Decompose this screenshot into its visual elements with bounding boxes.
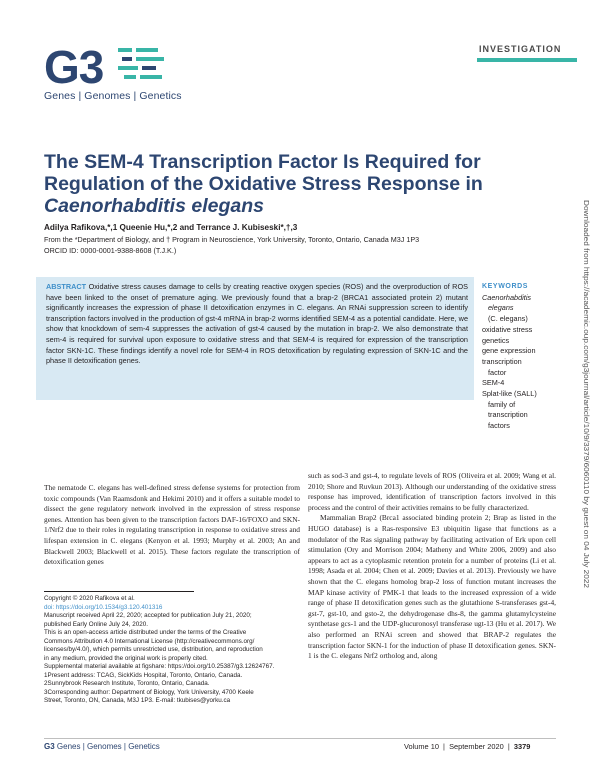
footer-date: September 2020 (449, 742, 504, 751)
keyword-item: gene expression (482, 346, 536, 356)
section-rule (477, 58, 577, 62)
footer-separator: | (443, 742, 445, 751)
section-label: INVESTIGATION (479, 44, 562, 54)
body-paragraph: Mammalian Brap2 (Brca1 associated binding protein 2; Brap as listed in the HUGO database) is a Ras-responsive E3 ubiquitin ligase that functions as a modulator of the Ras signaling pathway by facilitating activation of Erk upon cell stimulation (Ory and Morrison 2004; Matheny and White 2006, 2009) and also appears to act as a cytoplasmic retention protein for a number of proteins (Li et al. 1998; Asada et al. 2004; Chen et al. 2009; Davies et al. 2013). Previously we have shown that the C. elegans homolog brap-2 loss of function mutant increases the MAP kinase activity of PMK-1 that leads to the increased expression of a wide range of phase II detoxification genes such as the glutathione S-transferases gst-4, gst-7, gst-10, and gsto-2, the dehydrogenase dhs-8, the gamma glutamylcysteine synthetase gcs-1 and the UDP-glucuronosyl transferase ugt-13 (Hu et al. 2017). We also performed an RNAi screen and showed that BRAP-2 regulates the transcription factor SKN-1 for the induction of phase II detoxification genes. SKN-1 is the C. elegans Nrf2 ortholog and, along (308, 513, 556, 661)
journal-subtitle: Genes | Genomes | Genetics (44, 90, 182, 102)
keyword-item: Splat-like (SALL) (482, 389, 537, 399)
footnote-3: 3Corresponding author: Department of Biology, York University, 4700 Keele (44, 688, 254, 696)
footer-logo-mark: G3 (44, 742, 55, 751)
footer-logo-subtitle: Genes | Genomes | Genetics (56, 742, 160, 751)
frontmatter (44, 595, 300, 706)
orcid: ORCID ID: 0000-0001-9388-8608 (T.J.K.) (44, 246, 177, 255)
keyword-item: elegans (488, 303, 514, 313)
frontmatter-rule (44, 591, 194, 592)
keyword-item: transcription (482, 356, 522, 366)
frontmatter-line: Manuscript received April 22, 2020; accepted for publication July 21, 2020; (44, 612, 252, 619)
download-note-text: Downloaded from https://academic.oup.com/g3journal/article/10/9/3379/6060110 by guest on 04 July 2022 (582, 200, 591, 539)
keyword-item: Caenorhabditis (482, 292, 532, 302)
supplemental-line[interactable]: Supplemental material available at figshare: https://doi.org/10.25387/g3.12624767. (44, 663, 275, 670)
body-column-right (308, 471, 556, 662)
doi-line[interactable]: doi: https://doi.org/10.1534/g3.120.401316 (44, 603, 163, 611)
abstract (46, 282, 468, 367)
body-paragraph: such as sod-3 and gst-4, to regulate levels of ROS (Oliveira et al. 2009; Wang et al. 2010; Shore and Ruvkun 2013). Although our understanding of the oxidative stress response has improved, identification of transcription factors involved in this process and the control of their activities remains to be fully characterized. (308, 471, 556, 512)
footnote-2: 2Sunnybrook Research Institute, Toronto, Ontario, Canada. (44, 680, 210, 687)
article-title (44, 151, 484, 217)
keyword-item: family of (488, 399, 516, 409)
copyright-line: Copyright © 2020 Rafikova et al. (44, 595, 135, 602)
footer-logo (44, 742, 160, 751)
logo-bars-graphic (118, 46, 168, 86)
journal-logo: G3 (44, 41, 104, 93)
frontmatter-line: in any medium, provided the original work is properly cited. (44, 654, 208, 662)
keyword-item: factors (488, 421, 510, 431)
title-line-3: Caenorhabditis elegans (44, 195, 264, 217)
intro-paragraph: The nematode C. elegans has well-defined stress defense systems for protection from toxic compounds (Van Raamsdonk and Hekimi 2010) and it offers a suitable model to dissect the gene regulatory network involved in the expression of stress response genes. Attention has been given to the transcription factors DAF-16/FOXO and SKN-1/Nrf2 due to their roles in regulating transcription in response to oxidative stress and lifespan extension in C. elegans (Kenyon et al. 1993; Murphy et al. 2003; An and Blackwell 2003; Blackwell et al. 2015). These factors regulate the transcription of detoxification genes (44, 483, 300, 567)
page-number: 3379 (513, 742, 531, 751)
footer-pagination (404, 742, 530, 751)
body-column-left (44, 483, 300, 568)
frontmatter-line: published Early Online July 24, 2020. (44, 620, 148, 628)
footer-separator: | (507, 742, 510, 751)
keyword-item: SEM-4 (482, 378, 505, 388)
footer-volume: Volume 10 (404, 742, 439, 751)
author-list: Adilya Rafikova,*,1 Queenie Hu,*,2 and Terrance J. Kubiseski*,†,3 (44, 223, 298, 232)
footer-rule (44, 738, 556, 739)
license-link-line[interactable]: Commons Attribution 4.0 International License (http://creativecommons.org/ (44, 637, 255, 645)
abstract-text: Oxidative stress causes damage to cells by creating reactive oxygen species (ROS) and the overproduction of ROS have been linked to the onset of premature aging. We previously found that a brap-2 (BRCA1 associated protein 2) mutant significantly increases the expression of phase II detoxification enzymes in C. elegans. An RNAi suppression screen to identify transcription factors involved in the production of gst-4 mRNA in brap-2 worms identified SEM-4 as a potential candidate. Here, we show that knockdown of sem-4 suppresses the activation of gst-4 caused by the mutation in brap-2. We also demonstrate that sem-4 is required for survival upon exposure to oxidative stress and that SEM-4 is required for expression of the transcription factor SKN-1C. These findings identify a novel role for SEM-4 in ROS detoxification by regulating expression of SKN-1C and the phase II detoxification genes. (46, 282, 468, 366)
keyword-item: factor (488, 367, 507, 377)
affiliation: From the *Department of Biology, and † Program in Neuroscience, York University, Toronto, Ontario, Canada M3J 1P3 (44, 235, 420, 244)
title-line-1: The SEM-4 Transcription Factor Is Required for (44, 151, 481, 173)
keywords-panel (482, 282, 577, 432)
keyword-item: genetics (482, 335, 510, 345)
keyword-item: (C. elegans) (488, 314, 528, 324)
frontmatter-line: This is an open-access article distributed under the terms of the Creative (44, 629, 247, 636)
download-note (572, 200, 590, 590)
keywords-heading: KEYWORDS (482, 283, 529, 290)
footnote-3-cont: Street, Toronto, ON, Canada, M3J 1P3. E-mail: tkubises@yorku.ca (44, 697, 231, 704)
keyword-item: transcription (488, 410, 528, 420)
abstract-heading: ABSTRACT (46, 282, 87, 291)
frontmatter-line: licenses/by/4.0/), which permits unrestricted use, distribution, and reproduction (44, 646, 263, 653)
footnote-1: 1Present address: TCAG, SickKids Hospital, Toronto, Ontario, Canada. (44, 671, 243, 679)
title-line-2: Regulation of the Oxidative Stress Response in (44, 173, 483, 195)
keyword-item: oxidative stress (482, 324, 533, 334)
